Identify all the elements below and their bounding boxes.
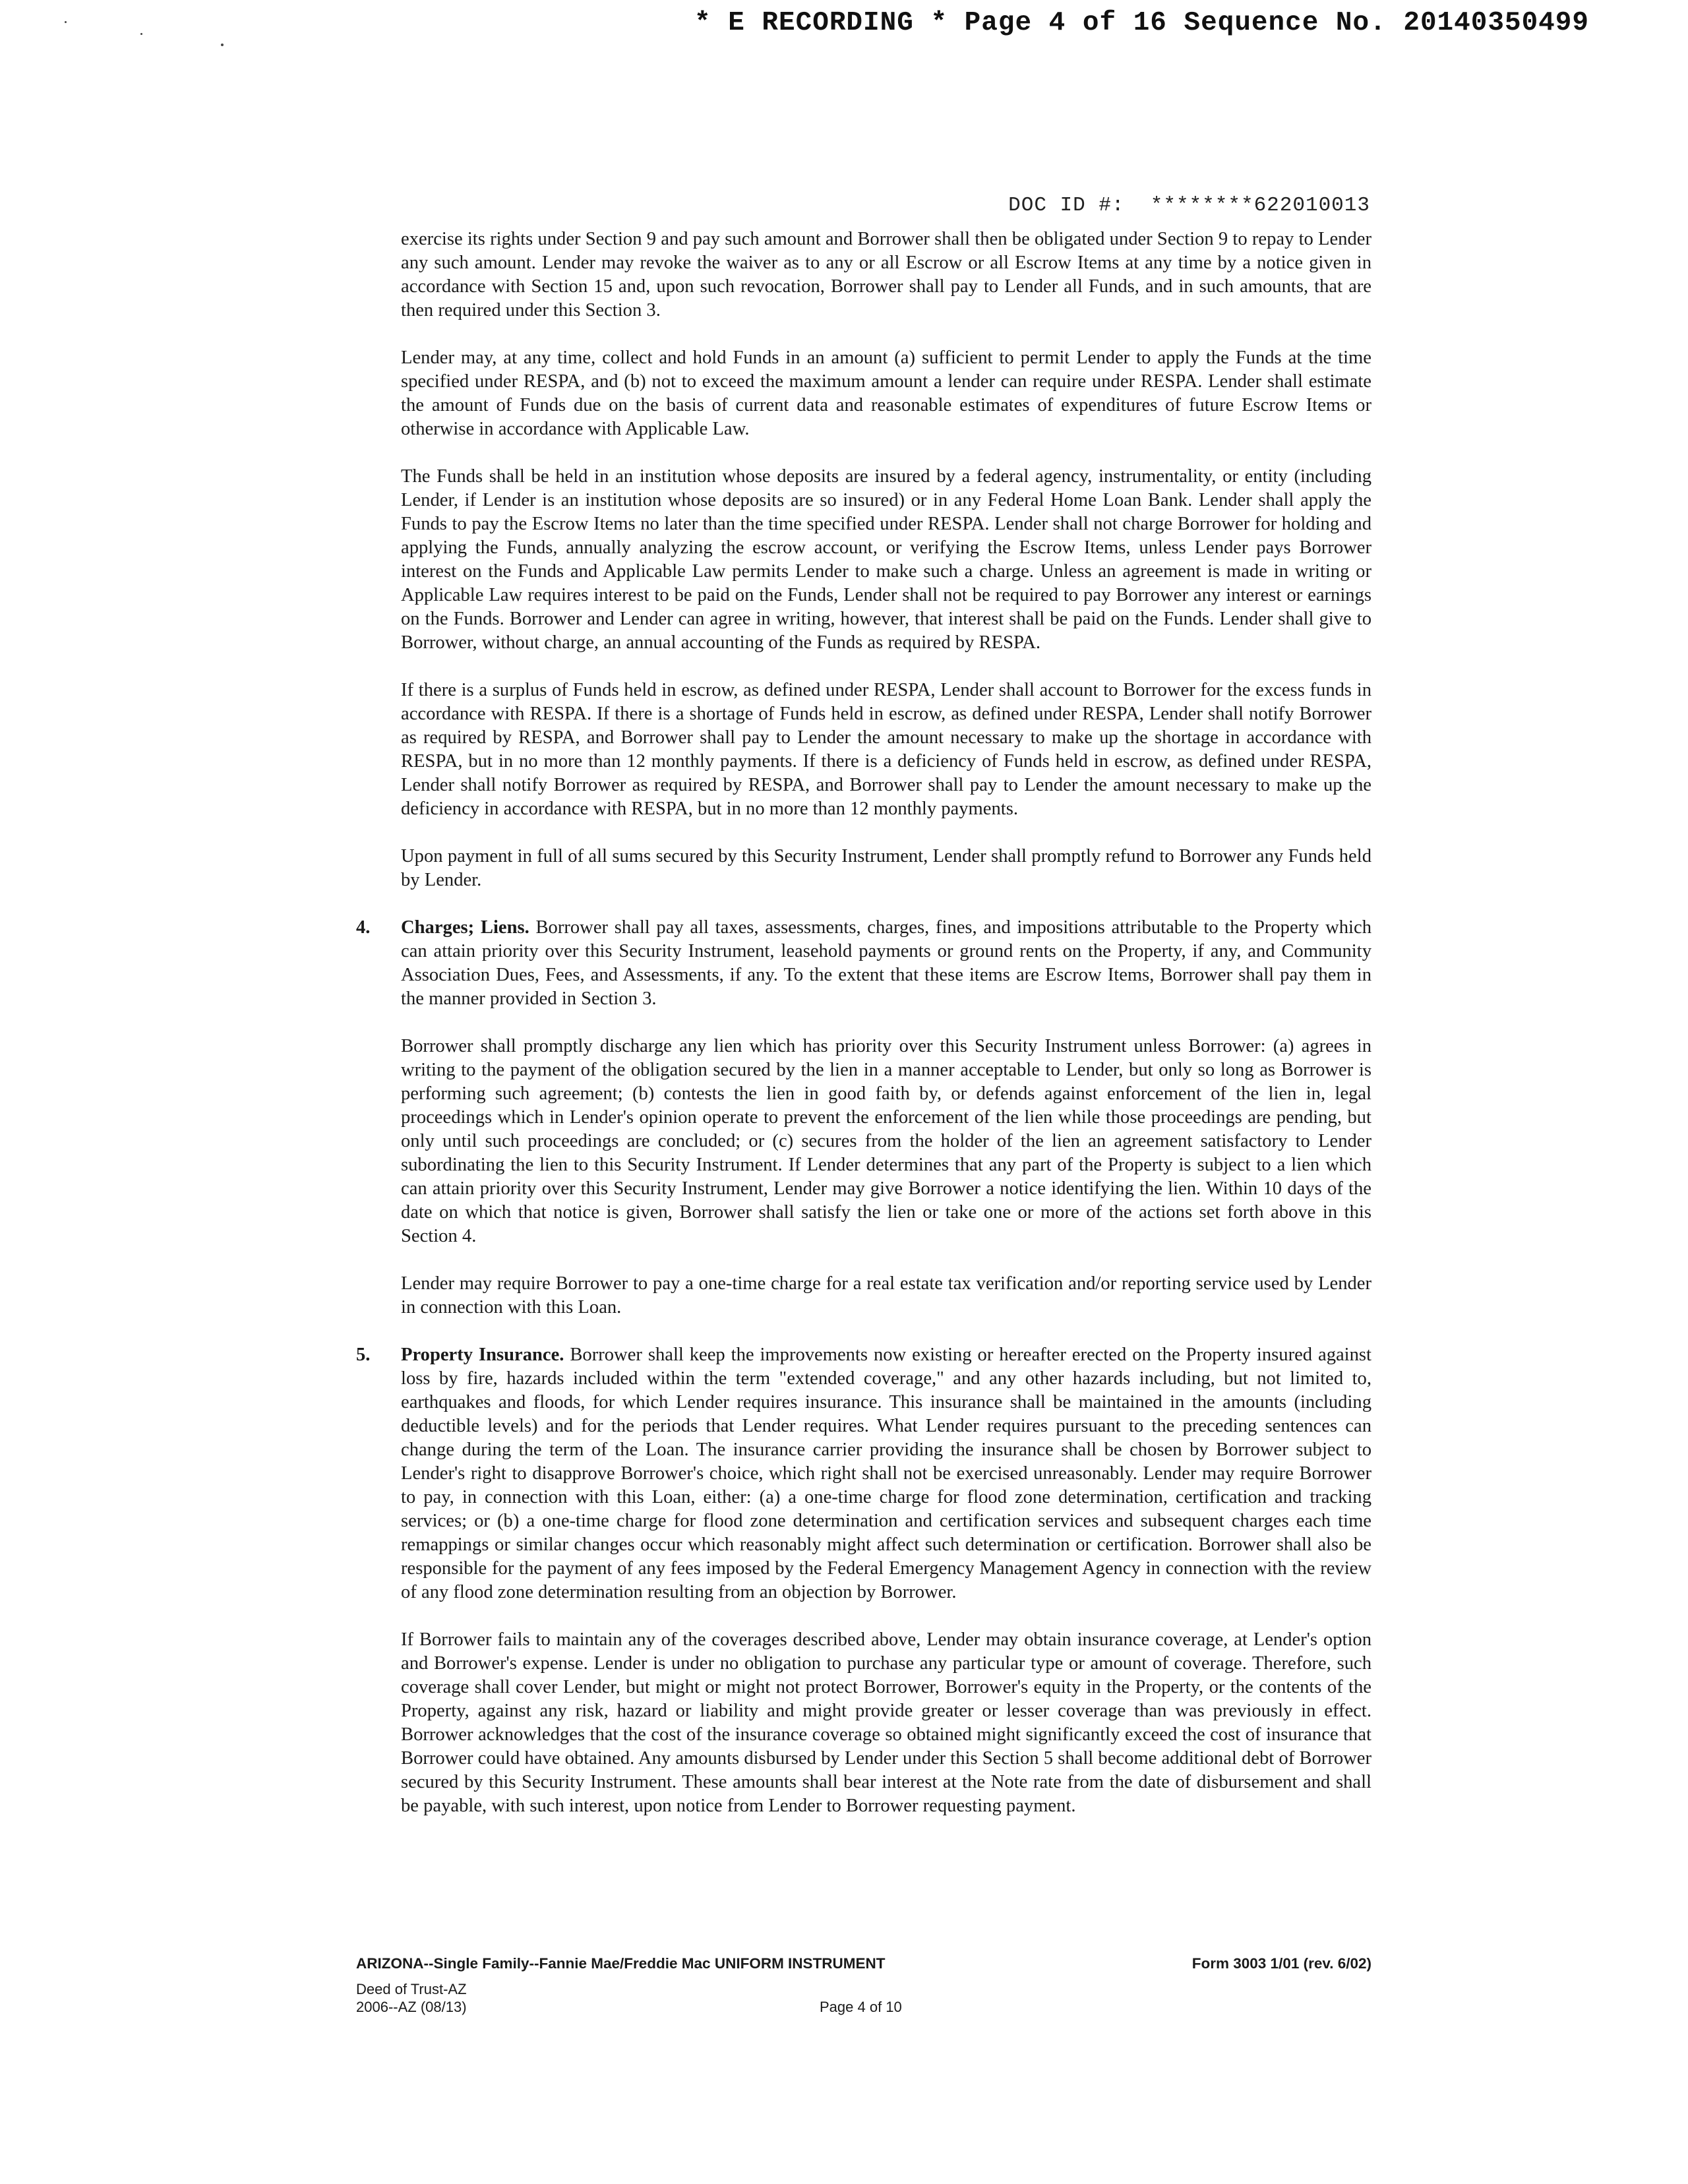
- paragraph: Lender may, at any time, collect and hold Funds in an amount (a) sufficient to permit Lender to apply the Funds at the time specified under RESPA, and (b) not to exceed the maximum amount a lender can require under RESPA. Lender shall estimate the amount of Funds due on the basis of current data and reasonable estimates of expenditures of future Escrow Items or otherwise in accordance with Applicable Law.: [401, 348, 1372, 439]
- paragraph: Borrower shall promptly discharge any lien which has priority over this Security Instrument unless Borrower: (a) agrees in writing to the payment of the obligation secured by the lien in a manner acceptable to Lender, but only so long as Borrower is performing such agreement; (b) contests the lien in good faith by, or defends against enforcement of the lien in, legal proceedings which in Lender's opinion operate to prevent the enforcement of the lien while those proceedings are pending, but only until such proceedings are concluded; or (c) secures from the holder of the lien an agreement satisfactory to Lender subordinating the lien to this Security Instrument. If Lender determines that any part of the Property is subject to a lien which can attain priority over this Security Instrument, Lender may give Borrower a notice identifying the lien. Within 10 days of the date on which that notice is given, Borrower shall satisfy the lien or take one or more of the actions set forth above in this Section 4.: [401, 1036, 1372, 1246]
- section-4: [356, 916, 1372, 1011]
- section-title: Property Insurance.: [401, 1345, 564, 1365]
- paragraph: Lender may require Borrower to pay a one-time charge for a real estate tax verification and/or reporting service used by Lender in connection with this Loan.: [401, 1273, 1372, 1318]
- paragraph: If there is a surplus of Funds held in escrow, as defined under RESPA, Lender shall account to Borrower for the excess funds in accordance with RESPA. If there is a shortage of Funds held in escrow, as defined under RESPA, Lender shall notify Borrower as required by RESPA, and Borrower shall pay to Lender the amount necessary to make up the shortage in accordance with RESPA, but in no more than 12 monthly payments. If there is a deficiency of Funds held in escrow, as defined under RESPA, Lender shall notify Borrower as required by RESPA, and Borrower shall pay to Lender the amount necessary to make up the deficiency in accordance with RESPA, but in no more than 12 monthly payments.: [401, 680, 1372, 819]
- section-text: Borrower shall keep the improvements now existing or hereafter erected on the Property insured against loss by fire, hazards included within the term "extended coverage," and any other hazards including, but not limited to, earthquakes and floods, for which Lender requires insurance. This insurance shall be maintained in the amounts (including deductible levels) and for the periods that Lender requires. What Lender requires pursuant to the preceding sentences can change during the term of the Loan. The insurance carrier providing the insurance shall be chosen by Borrower subject to Lender's right to disapprove Borrower's choice, which right shall not be exercised unreasonably. Lender may require Borrower to pay, in connection with this Loan, either: (a) a one-time charge for flood zone determination, certification and tracking services; or (b) a one-time charge for flood zone determination and certification services and subsequent charges each time remappings or similar changes occur which reasonably might affect such determination or certification. Borrower shall also be responsible for the payment of any fees imposed by the Federal Emergency Management Agency in connection with the review of any flood zone determination resulting from an objection by Borrower.: [401, 1345, 1372, 1602]
- section-title: Charges; Liens.: [401, 917, 529, 938]
- section-body: [401, 1343, 1372, 1604]
- section-text: Borrower shall pay all taxes, assessments, charges, fines, and impositions attributable to the Property which can attain priority over this Security Instrument, leasehold payments or ground rents on the Property, if any, and Community Association Dues, Fees, and Assessments, if any. To the extent that these items are Escrow Items, Borrower shall pay them in the manner provided in Section 3.: [401, 917, 1372, 1009]
- paragraph: Upon payment in full of all sums secured by this Security Instrument, Lender shall promptly refund to Borrower any Funds held by Lender.: [401, 846, 1372, 890]
- doc-id: DOC ID #: ********622010013: [1008, 194, 1370, 217]
- section-5: [356, 1343, 1372, 1604]
- footer-top-row: [356, 1955, 1372, 1972]
- section-number: 4.: [356, 917, 371, 938]
- form-number: Form 3003 1/01 (rev. 6/02): [1191, 1955, 1372, 1972]
- scan-speck: [65, 21, 67, 23]
- instrument-title: ARIZONA--Single Family--Fannie Mae/Freddie Mac UNIFORM INSTRUMENT: [356, 1955, 886, 1972]
- scan-speck: [221, 44, 224, 46]
- section-body: [401, 916, 1372, 1011]
- section-number: 5.: [356, 1345, 371, 1365]
- paragraph: The Funds shall be held in an institution whose deposits are insured by a federal agency, instrumentality, or entity (including Lender, if Lender is an institution whose deposits are so insured) or in any Federal Home Loan Bank. Lender shall apply the Funds to pay the Escrow Items no later than the time specified under RESPA. Lender shall not charge Borrower for holding and applying the Funds, annually analyzing the escrow account, or verifying the Escrow Items, unless Lender pays Borrower interest on the Funds and Applicable Law permits Lender to make such a charge. Unless an agreement is made in writing or Applicable Law requires interest to be paid on the Funds, Lender shall not be required to pay Borrower any interest or earnings on the Funds. Borrower and Lender can agree in writing, however, that interest shall be paid on the Funds. Lender shall give to Borrower, without charge, an annual accounting of the Funds as required by RESPA.: [401, 466, 1372, 653]
- paragraph: exercise its rights under Section 9 and pay such amount and Borrower shall then be obligated under Section 9 to repay to Lender any such amount. Lender may revoke the waiver as to any or all Escrow or all Escrow Items at any time by a notice given in accordance with Section 15 and, upon such revocation, Borrower shall pay to Lender all Funds, and in such amounts, that are then required under this Section 3.: [401, 229, 1372, 320]
- page-number: Page 4 of 10: [820, 1999, 902, 2015]
- deed-type: Deed of Trust-AZ: [356, 1981, 467, 1997]
- scan-speck: [140, 33, 142, 35]
- form-version: 2006--AZ (08/13): [356, 1999, 467, 2015]
- paragraph: If Borrower fails to maintain any of the coverages described above, Lender may obtain insurance coverage, at Lender's option and Borrower's expense. Lender is under no obligation to purchase any particular type or amount of coverage. Therefore, such coverage shall cover Lender, but might or might not protect Borrower, Borrower's equity in the Property, or the contents of the Property, against any risk, hazard or liability and might provide greater or lesser coverage than was previously in effect. Borrower acknowledges that the cost of the insurance coverage so obtained might significantly exceed the cost of insurance that Borrower could have obtained. Any amounts disbursed by Lender under this Section 5 shall become additional debt of Borrower secured by this Security Instrument. These amounts shall bear interest at the Note rate from the date of disbursement and shall be payable, with such interest, upon notice from Lender to Borrower requesting payment.: [401, 1629, 1372, 1816]
- page-footer: [356, 1955, 1372, 2016]
- recording-header: * E RECORDING * Page 4 of 16 Sequence No. 20140350499: [694, 8, 1589, 38]
- footer-details: [356, 1980, 1372, 2016]
- document-body: [356, 228, 1372, 1842]
